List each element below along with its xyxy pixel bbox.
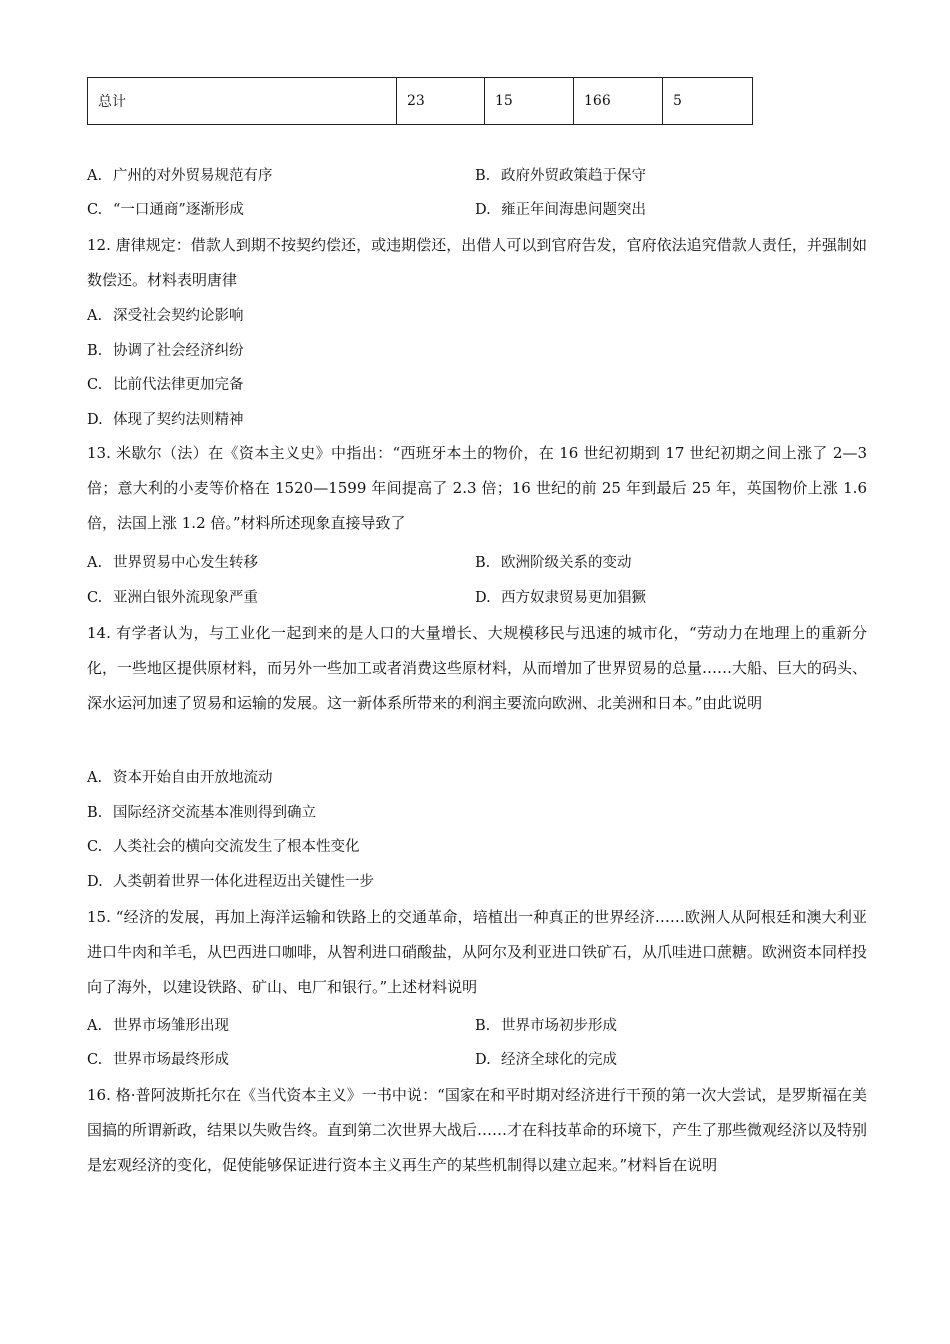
table-cell: 5 — [663, 78, 753, 125]
q14-option-c: C. 人类社会的横向交流发生了根本性变化 — [87, 839, 360, 855]
q13-option-a: A. 世界贸易中心发生转移 — [87, 555, 258, 571]
q12-option-c: C. 比前代法律更加完备 — [87, 377, 244, 393]
q11-option-b: B. 政府外贸政策趋于保守 — [475, 168, 646, 184]
table-cell: 15 — [485, 78, 574, 125]
q15-option-a: A. 世界市场雏形出现 — [87, 1018, 229, 1034]
q12-stem: 12. 唐律规定：借款人到期不按契约偿还，或违期偿还，出借人可以到官府告发，官府依法追究借款人责任，并强制如数偿还。材料表明唐律 — [87, 236, 867, 289]
q13-option-d: D. 西方奴隶贸易更加猖獗 — [475, 590, 646, 606]
table-cell: 166 — [574, 78, 663, 125]
q13-option-b: B. 欧洲阶级关系的变动 — [475, 555, 632, 571]
q11-option-d: D. 雍正年间海患问题突出 — [475, 202, 646, 218]
q15-stem: 15. “经济的发展，再加上海洋运输和铁路上的交通革命，培植出一种真正的世界经济……欧洲人从阿根廷和澳大利亚进口牛肉和羊毛，从巴西进口咖啡，从智利进口硝酸盐，从阿尔及利亚进口铁矿石，从爪哇进口蔗糖。欧洲资本同样投向了海外，以建设铁路、矿山、电厂和银行。”上述材料说明 — [87, 908, 868, 996]
q12-option-a: A. 深受社会契约论影响 — [87, 308, 244, 324]
q16-stem: 16. 格·普阿波斯托尔在《当代资本主义》一书中说：“国家在和平时期对经济进行干预的第一次大尝试，是罗斯福在美国搞的所谓新政，结果以失败告终。直到第二次世界大战后……才在科技革命的环境下，产生了那些微观经济以及特别是宏观经济的变化，促使能够保证进行资本主义再生产的某些机制得以建立起来。”材料旨在说明 — [87, 1086, 868, 1174]
q11-option-c: C. “一口通商”逐渐形成 — [87, 202, 244, 218]
q15-option-d: D. 经济全球化的完成 — [475, 1052, 617, 1068]
q14-option-a: A. 资本开始自由开放地流动 — [87, 770, 273, 786]
table-row — [88, 78, 753, 125]
q14-option-d: D. 人类朝着世界一体化进程迈出关键性一步 — [87, 874, 374, 890]
q13-option-c: C. 亚洲白银外流现象严重 — [87, 590, 258, 606]
q14-stem: 14. 有学者认为，与工业化一起到来的是人口的大量增长、大规模移民与迅速的城市化，“劳动力在地理上的重新分化，一些地区提供原材料，而另外一些加工或者消费这些原材料，从而增加了世界贸易的总量……大船、巨大的码头、深水运河加速了贸易和运输的发展。这一新体系所带来的利润主要流向欧洲、北美洲和日本。”由此说明 — [87, 624, 868, 712]
q14-option-b: B. 国际经济交流基本准则得到确立 — [87, 805, 316, 821]
statistics-table — [87, 77, 753, 125]
table-cell-label: 总计 — [88, 78, 397, 125]
q11-option-a: A. 广州的对外贸易规范有序 — [87, 168, 273, 184]
q12-option-d: D. 体现了契约法则精神 — [87, 412, 244, 428]
q13-stem: 13. 米歇尔（法）在《资本主义史》中指出：“西班牙本土的物价，在 16 世纪初期到 17 世纪初期之间上涨了 2—3 倍；意大利的小麦等价格在 1520—1599 年间提高了 2.3 倍；16 世纪的前 25 年到最后 25 年，英国物价上涨 1.6 倍，法国上涨 1.2 倍。”材料所述现象直接导致了 — [87, 444, 867, 532]
q15-option-c: C. 世界市场最终形成 — [87, 1052, 229, 1068]
q15-option-b: B. 世界市场初步形成 — [475, 1018, 617, 1034]
q12-option-b: B. 协调了社会经济纠纷 — [87, 343, 244, 359]
table-cell: 23 — [397, 78, 485, 125]
